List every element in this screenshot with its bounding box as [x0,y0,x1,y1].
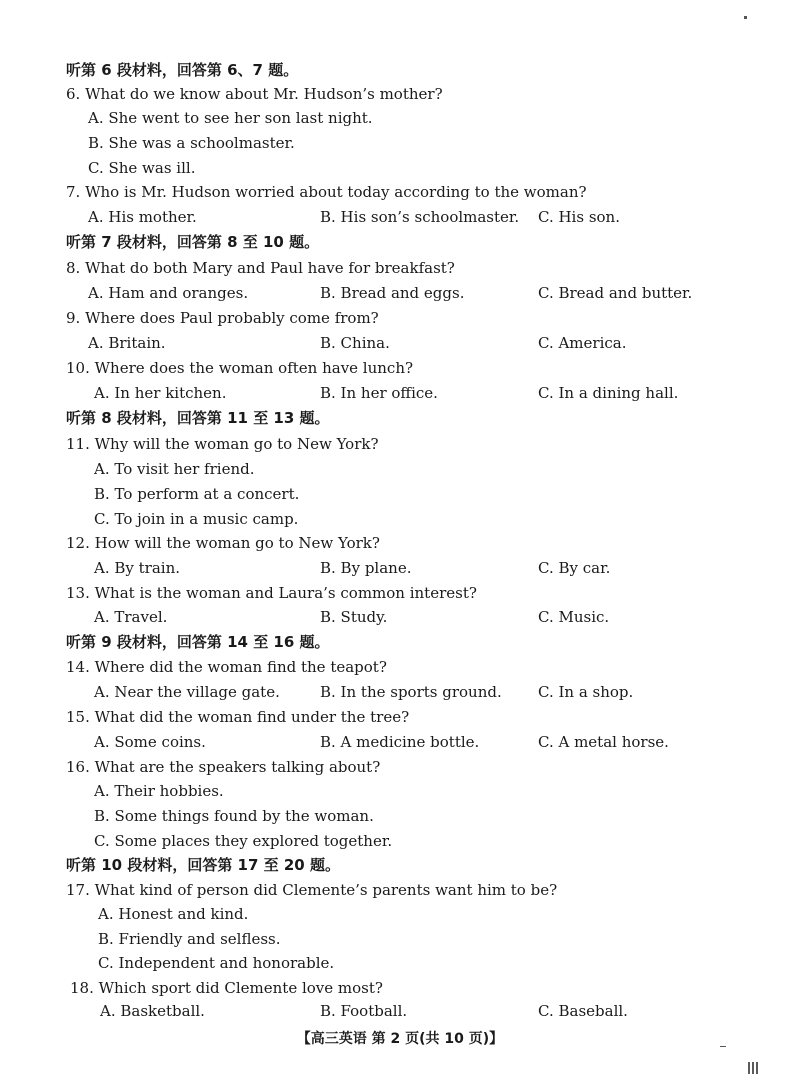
option-row [0,457,800,481]
option-a: A. In her kitchen. [94,384,227,402]
question-stem: 17. What kind of person did Clemente’s parents want him to be? [66,881,558,899]
option-b: B. Football. [320,1002,408,1020]
option-c: C. His son. [538,208,620,226]
question-stem: 7. Who is Mr. Hudson worried about today according to the woman? [66,183,587,201]
section-heading-9: 听第 9 段材料，回答第 14 至 16 题。 [66,633,330,651]
question-7 [0,180,800,204]
question-stem: 14. Where did the woman find the teapot? [66,658,387,676]
option-row [0,730,800,754]
option-a: A. Honest and kind. [98,905,249,923]
question-17 [0,878,800,902]
section-heading-7: 听第 7 段材料，回答第 8 至 10 题。 [66,233,320,251]
option-c: C. America. [538,334,627,352]
question-14 [0,655,800,679]
question-18 [0,976,800,1000]
question-12 [0,531,800,555]
option-a: A. His mother. [88,208,197,226]
option-b: B. Bread and eggs. [320,284,465,302]
option-c: C. A metal horse. [538,733,669,751]
scan-speck [720,1046,726,1047]
option-row [0,281,800,305]
page-footer: 【高三英语 第 2 页(共 10 页)】 [296,1031,504,1047]
option-row [0,999,800,1023]
option-a: A. Their hobbies. [94,782,224,800]
option-row [0,927,800,951]
option-row [0,605,800,629]
option-row [0,829,800,853]
option-c: C. Music. [538,608,610,626]
option-c: C. By car. [538,559,611,577]
option-c: C. In a shop. [538,683,634,701]
option-a: A. Some coins. [94,733,206,751]
option-row [0,779,800,803]
option-b: B. In her office. [320,384,438,402]
question-8 [0,256,800,280]
option-row [0,131,800,155]
question-stem: 12. How will the woman go to New York? [66,534,380,552]
option-a: A. Ham and oranges. [88,284,249,302]
question-9 [0,306,800,330]
option-b: B. A medicine bottle. [320,733,480,751]
question-stem: 11. Why will the woman go to New York? [66,435,379,453]
scan-speck [744,16,747,19]
option-row [0,556,800,580]
option-row [0,381,800,405]
question-stem: 6. What do we know about Mr. Hudson’s mother? [66,85,443,103]
option-b: B. Study. [320,608,388,626]
section-heading-8: 听第 8 段材料，回答第 11 至 13 题。 [66,409,330,427]
option-c: C. Bread and butter. [538,284,693,302]
option-row [0,205,800,229]
option-c: C. Independent and honorable. [98,954,335,972]
option-a: A. Near the village gate. [94,683,280,701]
option-b: B. Friendly and selfless. [98,930,281,948]
option-row [0,331,800,355]
question-stem: 8. What do both Mary and Paul have for breakfast? [66,259,455,277]
option-b: B. Some things found by the woman. [94,807,374,825]
question-13 [0,581,800,605]
option-row [0,156,800,180]
option-row [0,680,800,704]
question-15 [0,705,800,729]
option-c: C. Some places they explored together. [94,832,393,850]
option-c: C. In a dining hall. [538,384,679,402]
option-row [0,804,800,828]
option-row [0,951,800,975]
qr-code-icon [748,1062,760,1074]
question-stem: 13. What is the woman and Laura’s common interest? [66,584,477,602]
option-c: C. To join in a music camp. [94,510,299,528]
option-a: A. Travel. [94,608,168,626]
option-a: A. To visit her friend. [94,460,255,478]
question-stem: 15. What did the woman find under the tree? [66,708,410,726]
question-16 [0,755,800,779]
question-10 [0,356,800,380]
option-row [0,106,800,130]
option-b: B. By plane. [320,559,412,577]
option-a: A. Britain. [88,334,166,352]
option-a: A. By train. [94,559,181,577]
section-heading-10: 听第 10 段材料，回答第 17 至 20 题。 [66,856,340,874]
question-stem: 16. What are the speakers talking about? [66,758,381,776]
question-11 [0,432,800,456]
option-b: B. To perform at a concert. [94,485,300,503]
section-heading-6: 听第 6 段材料，回答第 6、7 题。 [66,61,299,79]
option-c: C. She was ill. [88,159,196,177]
option-b: B. His son’s schoolmaster. [320,208,520,226]
option-a: A. Basketball. [100,1002,205,1020]
option-b: B. In the sports ground. [320,683,502,701]
option-a: A. She went to see her son last night. [88,109,373,127]
option-b: B. China. [320,334,390,352]
option-row [0,507,800,531]
question-stem: 9. Where does Paul probably come from? [66,309,379,327]
question-6 [0,82,800,106]
option-b: B. She was a schoolmaster. [88,134,295,152]
option-row [0,902,800,926]
option-c: C. Baseball. [538,1002,628,1020]
option-row [0,482,800,506]
question-stem: 10. Where does the woman often have lunch? [66,359,414,377]
question-stem: 18. Which sport did Clemente love most? [70,979,383,997]
